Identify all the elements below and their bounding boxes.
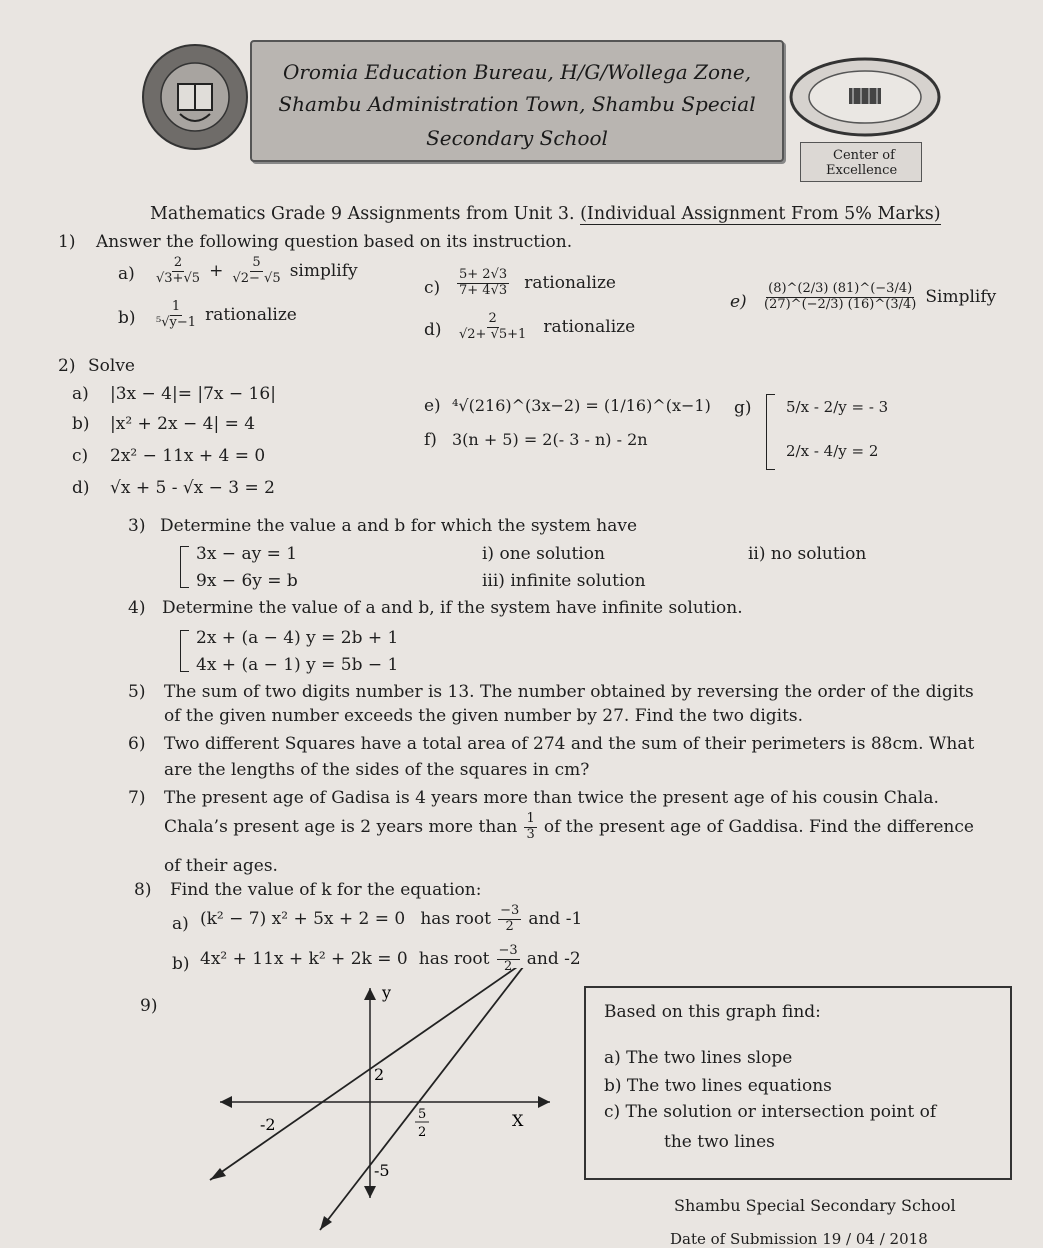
graph-tick-5-2-den: 2 bbox=[418, 1125, 427, 1140]
q2b-equation: |x² + 2x − 4| = 4 bbox=[110, 414, 256, 434]
q7-line-3: of their ages. bbox=[164, 856, 278, 876]
q1d-den: √2+ √5+1 bbox=[459, 326, 527, 342]
q1e-expression bbox=[760, 282, 996, 313]
q8b-den: 2 bbox=[503, 958, 513, 974]
q2f-label: f) bbox=[424, 430, 437, 450]
q2f-equation: 3(n + 5) = 2(- 3 - n) - 2n bbox=[452, 430, 648, 449]
q8a-expression bbox=[200, 904, 582, 935]
q1-number: 1) bbox=[58, 232, 76, 252]
q5-line-1: The sum of two digits number is 13. The number obtained by reversing the order of the digits bbox=[164, 682, 974, 702]
header-line-1: Oromia Education Bureau, H/G/Wollega Zone, bbox=[282, 60, 752, 84]
q4-number: 4) bbox=[128, 598, 146, 618]
q7-line-2a: Chala’s present age is 2 years more than bbox=[164, 816, 518, 837]
q9-graph bbox=[200, 968, 560, 1238]
q1a-num2: 5 bbox=[252, 255, 261, 270]
q4-brace bbox=[180, 630, 189, 672]
q8a-label: a) bbox=[172, 914, 189, 934]
q8b-label: b) bbox=[172, 954, 190, 974]
q3-option-i: i) one solution bbox=[482, 544, 605, 564]
q3-number: 3) bbox=[128, 516, 146, 536]
q2-number: 2) bbox=[58, 356, 76, 376]
graph-tick-neg5: -5 bbox=[374, 1161, 390, 1180]
q2c-equation: 2x² − 11x + 4 = 0 bbox=[110, 446, 266, 466]
q1a-plus: + bbox=[209, 260, 224, 281]
q1c-den: 7+ 4√3 bbox=[459, 282, 508, 298]
q5-line-2: of the given number exceeds the given number by 27. Find the two digits. bbox=[164, 706, 804, 726]
q8a-den: 2 bbox=[505, 918, 514, 934]
graph-tick-5-2-num: 5 bbox=[418, 1107, 427, 1122]
q7-frac-num: 1 bbox=[526, 811, 535, 826]
q7-frac-den: 3 bbox=[526, 826, 535, 842]
q1b-num: 1 bbox=[171, 299, 181, 314]
footer-submission: Date of Submission 19 / 04 / 2018 bbox=[670, 1230, 928, 1248]
title-main: Mathematics Grade 9 Assignments from Unit 3. bbox=[150, 204, 575, 224]
q4-text: Determine the value of a and b, if the system have infinite solution. bbox=[162, 598, 743, 618]
q1d-num: 2 bbox=[488, 311, 497, 326]
q3-brace bbox=[180, 546, 189, 588]
q2g-brace bbox=[766, 394, 775, 470]
q1b-den: ⁵√y−1 bbox=[156, 314, 197, 330]
school-emblem-logo bbox=[785, 52, 945, 142]
assignment-title bbox=[150, 204, 941, 224]
graph-y-axis-arrow-up bbox=[364, 988, 376, 1000]
graph-x-axis-arrow-right bbox=[538, 1096, 550, 1108]
q8a-and: and -1 bbox=[528, 908, 583, 929]
q1a-den2: √2− √5 bbox=[232, 270, 281, 286]
q3-option-ii: ii) no solution bbox=[748, 544, 867, 564]
q9-part-c-line-2: the two lines bbox=[664, 1132, 775, 1152]
q2d-label: d) bbox=[72, 478, 90, 498]
q4-equation-1: 2x + (a − 4) y = 2b + 1 bbox=[196, 628, 399, 648]
q2g-equation-1: 5/x - 2/y = - 3 bbox=[786, 398, 889, 416]
q9-part-c-line-1: c) The solution or intersection point of bbox=[604, 1102, 937, 1122]
graph-line-2 bbox=[320, 968, 530, 1230]
q1d-label: d) bbox=[424, 320, 442, 340]
graph-tick-2: 2 bbox=[374, 1065, 385, 1084]
q1d-instruction: rationalize bbox=[543, 316, 636, 337]
q3-text: Determine the value a and b for which the system have bbox=[160, 516, 638, 536]
q4-equation-2: 4x + (a − 1) y = 5b − 1 bbox=[196, 655, 399, 675]
emblem-text-2: Excellence bbox=[826, 163, 898, 178]
q3-equation-2: 9x − 6y = b bbox=[196, 571, 298, 591]
q2e-equation: ⁴√(216)^(3x−2) = (1/16)^(x−1) bbox=[452, 396, 711, 415]
q7-line-1: The present age of Gadisa is 4 years more than twice the present age of his cousin Chala. bbox=[164, 788, 939, 808]
q8b-and: and -2 bbox=[526, 948, 581, 969]
q7-line-2 bbox=[164, 812, 974, 843]
q2a-equation: |3x − 4|= |7x − 16| bbox=[110, 384, 276, 404]
q1e-den: (27)^(−2/3) (16)^(3/4) bbox=[764, 296, 917, 312]
q2e-label: e) bbox=[424, 396, 441, 416]
q9-part-a: a) The two lines slope bbox=[604, 1048, 793, 1068]
graph-tick-neg2: -2 bbox=[260, 1115, 276, 1134]
q2a-label: a) bbox=[72, 384, 89, 404]
q1e-label: e) bbox=[730, 292, 747, 312]
q9-box-title: Based on this graph find: bbox=[604, 1002, 821, 1022]
oromia-seal-logo bbox=[140, 42, 250, 152]
q1-text: Answer the following question based on its instruction. bbox=[96, 232, 573, 252]
q8a-has-root: has root bbox=[420, 908, 491, 929]
q1a-num1: 2 bbox=[173, 255, 183, 270]
q1c-label: c) bbox=[424, 278, 441, 298]
header-banner bbox=[250, 40, 784, 162]
q8b-num: −3 bbox=[498, 943, 518, 958]
q2g-label: g) bbox=[734, 398, 752, 418]
q1a-den1: √3+√5 bbox=[156, 270, 201, 286]
q9-question-box bbox=[584, 986, 1012, 1180]
q1b-label: b) bbox=[118, 308, 136, 328]
q6-number: 6) bbox=[128, 734, 146, 754]
q2-text: Solve bbox=[88, 356, 135, 376]
q6-line-2: are the lengths of the sides of the squares in cm? bbox=[164, 760, 590, 780]
footer-school: Shambu Special Secondary School bbox=[674, 1196, 956, 1215]
q1e-num: (8)^(2/3) (81)^(−3/4) bbox=[768, 281, 913, 296]
q2d-equation: √x + 5 - √x − 3 = 2 bbox=[110, 478, 275, 498]
q1b-expression bbox=[152, 300, 297, 331]
q5-number: 5) bbox=[128, 682, 146, 702]
q7-number: 7) bbox=[128, 788, 146, 808]
q1c-num: 5+ 2√3 bbox=[459, 267, 508, 282]
q2c-label: c) bbox=[72, 446, 89, 466]
q8-number: 8) bbox=[134, 880, 152, 900]
q3-equation-1: 3x − ay = 1 bbox=[196, 544, 298, 564]
header-line-3: Secondary School bbox=[426, 126, 608, 150]
q1a-label: a) bbox=[118, 264, 135, 284]
q1d-expression bbox=[455, 312, 635, 343]
q8-text: Find the value of k for the equation: bbox=[170, 880, 482, 900]
q9-part-b: b) The two lines equations bbox=[604, 1076, 832, 1096]
q8a-num: −3 bbox=[500, 903, 520, 918]
q3-option-iii: iii) infinite solution bbox=[482, 571, 646, 591]
q6-line-1: Two different Squares have a total area of 274 and the sum of their perimeters is 88cm. What bbox=[164, 734, 975, 754]
graph-x-axis-arrow-left bbox=[220, 1096, 232, 1108]
q8b-has-root: has root bbox=[418, 948, 490, 969]
q1a-instruction: simplify bbox=[289, 260, 358, 281]
q2g-equation-2: 2/x - 4/y = 2 bbox=[786, 442, 879, 460]
q9-number: 9) bbox=[140, 996, 158, 1016]
q7-line-2b: of the present age of Gaddisa. Find the difference bbox=[543, 816, 974, 837]
graph-x-label: X bbox=[512, 1111, 524, 1130]
q1c-expression bbox=[455, 268, 616, 299]
q1a-expression bbox=[152, 256, 358, 287]
title-note: (Individual Assignment From 5% Marks) bbox=[580, 204, 941, 224]
q1e-instruction: Simplify bbox=[925, 286, 997, 307]
q8a-equation: (k² − 7) x² + 5x + 2 = 0 bbox=[200, 908, 406, 929]
emblem-text-1: Center of bbox=[833, 148, 895, 163]
q1b-instruction: rationalize bbox=[205, 304, 297, 325]
graph-y-axis-arrow-down bbox=[364, 1186, 376, 1198]
q1c-instruction: rationalize bbox=[524, 272, 616, 293]
header-line-2: Shambu Administration Town, Shambu Special bbox=[278, 92, 756, 116]
q8b-equation: 4x² + 11x + k² + 2k = 0 bbox=[200, 948, 408, 969]
graph-y-label: y bbox=[382, 983, 392, 1002]
q2b-label: b) bbox=[72, 414, 90, 434]
